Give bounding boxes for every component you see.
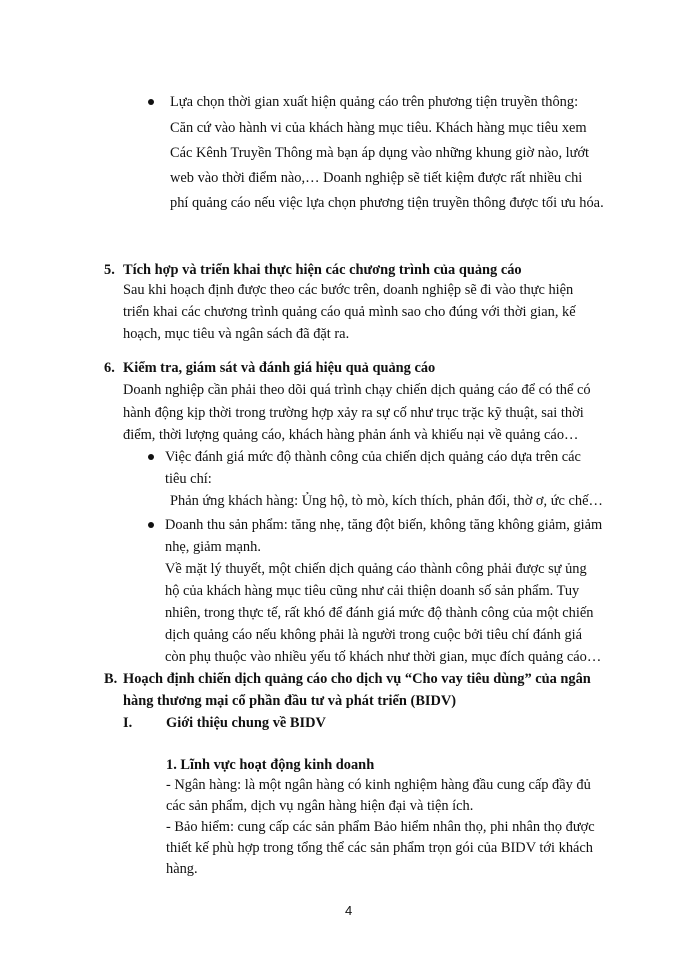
bullet1-line-4: web vào thời điểm nào,… Doanh nghiệp sẽ tiết kiệm được rất nhiều chi xyxy=(170,170,583,186)
sectionI-heading: Giới thiệu chung về BIDV xyxy=(166,715,326,731)
section6-bulletB-line-6: dịch quảng cáo nếu không phải là người trong cuộc bởi tiêu chí đánh giá xyxy=(165,627,583,643)
bullet1-line-3: Các Kênh Truyền Thông mà bạn áp dụng vào những khung giờ nào, lướt xyxy=(170,145,590,161)
sub1-line-1: - Ngân hàng: là một ngân hàng có kinh nghiệm hàng đầu cung cấp đầy đủ xyxy=(166,777,591,793)
sub1-line-4: thiết kế phù hợp trong tổng thể các sản phẩm trọn gói của BIDV tới khách xyxy=(166,840,593,856)
sectionB-marker: B. xyxy=(104,671,118,687)
section6-line-2: hành động kịp thời trong trường hợp xảy ra sự cố như trục trặc kỹ thuật, sai thời xyxy=(123,405,584,421)
bullet-icon xyxy=(148,454,154,460)
section5-heading: Tích hợp và triển khai thực hiện các chương trình của quảng cáo xyxy=(123,262,522,278)
section6-line-3: điểm, thời lượng quảng cáo, khách hàng phản ánh và khiếu nại về quảng cáo… xyxy=(123,427,579,443)
sub1-heading: 1. Lĩnh vực hoạt động kinh doanh xyxy=(166,757,375,773)
bullet1-line-2: Căn cứ vào hành vi của khách hàng mục tiêu. Khách hàng mục tiêu xem xyxy=(170,120,587,136)
section6-line-1: Doanh nghiệp cần phải theo dõi quá trình chạy chiến dịch quảng cáo để có thể có xyxy=(123,382,591,398)
section6-number: 6. xyxy=(104,360,115,376)
section5-number: 5. xyxy=(104,262,115,278)
section6-bulletA-line-2: tiêu chí: xyxy=(165,471,212,487)
sub1-line-5: hàng. xyxy=(166,861,198,877)
section6-bulletB-line-4: hộ của khách hàng mục tiêu cũng như cải thiện doanh số sản phẩm. Tuy xyxy=(165,583,580,599)
section6-bulletB-line-7: còn phụ thuộc vào nhiều yếu tố khách như thời gian, mục đích quảng cáo… xyxy=(165,649,602,665)
section6-heading: Kiểm tra, giám sát và đánh giá hiệu quả quảng cáo xyxy=(123,360,436,376)
section6-bulletA-line-1: Việc đánh giá mức độ thành công của chiến dịch quảng cáo dựa trên các xyxy=(165,449,581,465)
section6-bulletB-line-2: nhẹ, giảm mạnh. xyxy=(165,539,261,555)
section5-line-3: hoạch, mục tiêu và ngân sách đã đặt ra. xyxy=(123,326,350,342)
bullet1-line-5: phí quảng cáo nếu việc lựa chọn phương tiện truyền thông được tối ưu hóa. xyxy=(170,195,604,211)
sub1-line-3: - Bảo hiểm: cung cấp các sản phẩm Bảo hiểm nhân thọ, phi nhân thọ được xyxy=(166,819,595,835)
sub1-line-2: các sản phẩm, dịch vụ ngân hàng hiện đại và tiện ích. xyxy=(166,798,474,814)
sectionI-marker: I. xyxy=(123,715,133,731)
section6-bulletA-line-3: Phản ứng khách hàng: Ủng hộ, tò mò, kích thích, phản đối, thờ ơ, ức chế… xyxy=(170,493,603,509)
section5-line-2: triển khai các chương trình quảng cáo quả mình sao cho đúng với thời gian, kế xyxy=(123,304,576,320)
bullet-icon xyxy=(148,522,154,528)
sectionB-line-2: hàng thương mại cổ phần đầu tư và phát triển (BIDV) xyxy=(123,693,457,709)
bullet1-line-1: Lựa chọn thời gian xuất hiện quảng cáo trên phương tiện truyền thông: xyxy=(170,94,579,110)
bullet-icon xyxy=(148,99,154,105)
sectionB-line-1: Hoạch định chiến dịch quảng cáo cho dịch vụ “Cho vay tiêu dùng” của ngân xyxy=(123,671,591,687)
section6-bulletB-line-1: Doanh thu sản phẩm: tăng nhẹ, tăng đột biến, không tăng không giảm, giảm xyxy=(165,517,603,533)
section6-bulletB-line-3: Về mặt lý thuyết, một chiến dịch quảng cáo thành công phải được sự ủng xyxy=(165,561,587,577)
page-number: 4 xyxy=(345,903,353,918)
section5-line-1: Sau khi hoạch định được theo các bước trên, doanh nghiệp sẽ đi vào thực hiện xyxy=(123,282,574,298)
section6-bulletB-line-5: nhiên, trong thực tế, rất khó để đánh giá mức độ thành công của một chiến xyxy=(165,605,594,621)
